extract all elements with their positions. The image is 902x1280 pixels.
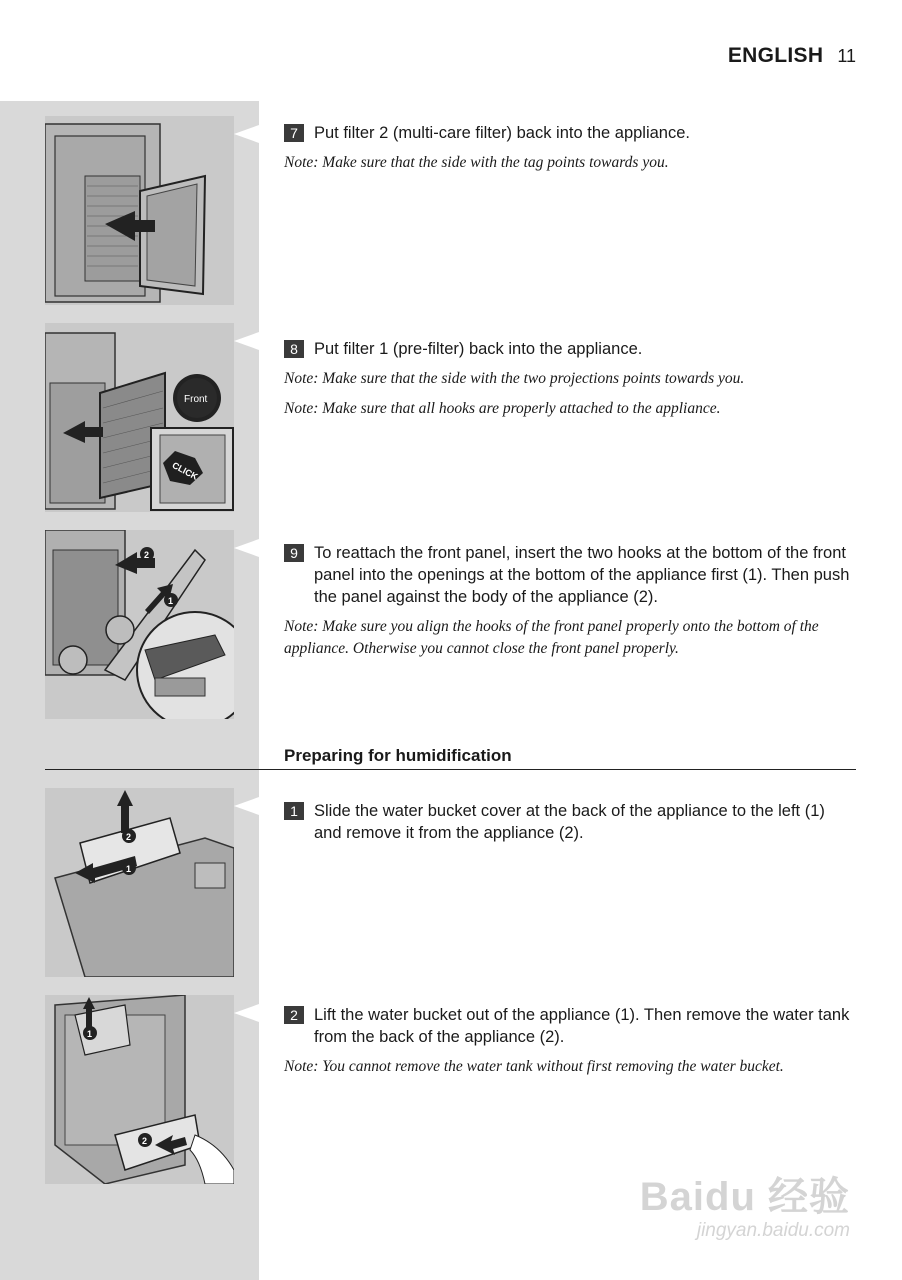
step-text: Put filter 2 (multi-care filter) back into the appliance.	[314, 124, 690, 142]
illustration-notch	[234, 125, 259, 143]
illustration-water-bucket	[45, 995, 234, 1184]
step-number: 8	[284, 340, 304, 358]
page-header	[728, 44, 856, 68]
step-8	[284, 338, 856, 420]
step-note: Note: You cannot remove the water tank without first removing the water bucket.	[284, 1058, 784, 1075]
illustration-filter-2	[45, 116, 234, 305]
callout-2: 2	[144, 550, 150, 560]
step-text: Slide the water bucket cover at the back of the appliance to the left (1) and remove it from the appliance (2).	[314, 802, 825, 842]
step-7	[284, 122, 856, 174]
step-text: To reattach the front panel, insert the two hooks at the bottom of the front panel into the openings at the bottom of the appliance first (1). Then push the panel against the body of the appliance (2).	[314, 544, 850, 606]
illustration-bucket-cover	[45, 788, 234, 977]
illustration-filter-1	[45, 323, 234, 512]
step-9	[284, 542, 856, 660]
step-number: 2	[284, 1006, 304, 1024]
step-text: Put filter 1 (pre-filter) back into the appliance.	[314, 340, 643, 358]
page-number: 11	[837, 46, 856, 66]
humidification-step-2	[284, 1004, 856, 1078]
illustration-front-panel	[45, 530, 234, 719]
step-note: Note: Make sure that all hooks are properly attached to the appliance.	[284, 400, 721, 417]
watermark-logo: Baidu 经验	[639, 1175, 850, 1219]
front-label: Front	[184, 394, 208, 405]
step-note: Note: Make sure that the side with the two projections points towards you.	[284, 370, 745, 387]
illustration-notch	[234, 539, 259, 557]
step-note: Note: Make sure that the side with the tag points towards you.	[284, 154, 669, 171]
illustration-notch	[234, 797, 259, 815]
callout-1: 1	[87, 1029, 93, 1039]
watermark-url: jingyan.baidu.com	[696, 1220, 850, 1241]
step-number: 1	[284, 802, 304, 820]
step-note: Note: Make sure you align the hooks of the front panel properly onto the bottom of the appliance. Otherwise you cannot close the front panel properly.	[284, 618, 819, 657]
step-number: 7	[284, 124, 304, 142]
illustration-notch	[234, 1004, 259, 1022]
watermark	[640, 1165, 850, 1242]
callout-1: 1	[168, 596, 174, 606]
illustration-notch	[234, 332, 259, 350]
callout-2: 2	[126, 832, 132, 842]
step-number: 9	[284, 544, 304, 562]
humidification-step-1	[284, 800, 856, 844]
step-text: Lift the water bucket out of the appliance (1). Then remove the water tank from the back of the appliance (2).	[314, 1006, 850, 1046]
callout-1: 1	[126, 864, 132, 874]
callout-2: 2	[142, 1136, 148, 1146]
section-title: Preparing for humidification	[284, 746, 512, 765]
click-label: CLICK	[170, 460, 200, 482]
header-language: ENGLISH	[727, 44, 824, 67]
section-divider	[45, 769, 856, 770]
